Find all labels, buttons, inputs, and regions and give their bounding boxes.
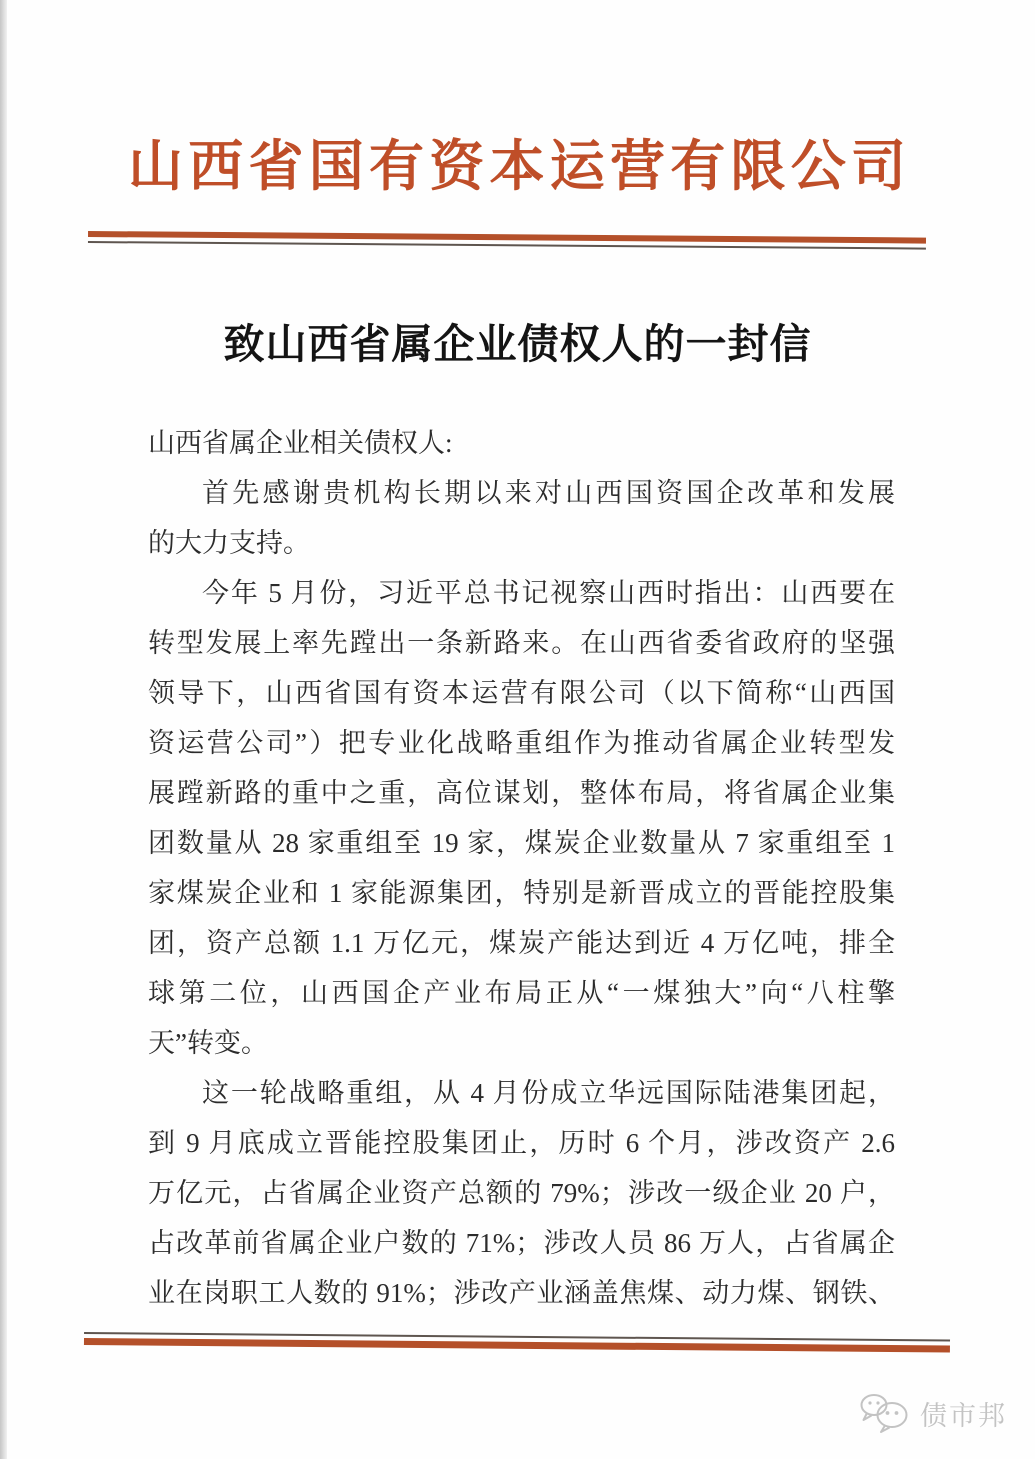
scan-left-edge — [0, 0, 7, 1459]
letter-body — [148, 418, 895, 1318]
letterhead-company-name: 山西省国有资本运营有限公司 — [128, 136, 908, 197]
body-line: 这一轮战略重组，从 4 月份成立华远国际陆港集团起， — [202, 1078, 895, 1108]
body-line: 的大力支持。 — [148, 528, 310, 558]
watermark-label: 债市邦 — [920, 1400, 1007, 1431]
body-line: 展蹚新路的重中之重，高位谋划，整体布局，将省属企业集 — [148, 778, 895, 808]
body-line: 团数量从 28 家重组至 19 家，煤炭企业数量从 7 家重组至 1 — [148, 828, 895, 858]
salutation-line: 山西省属企业相关债权人: — [148, 428, 453, 458]
body-line: 家煤炭企业和 1 家能源集团，特别是新晋成立的晋能控股集 — [148, 878, 895, 908]
body-line: 万亿元，占省属企业资产总额的 79%；涉改一级企业 20 户， — [148, 1178, 895, 1208]
body-line: 资运营公司”）把专业化战略重组作为推动省属企业转型发 — [148, 728, 895, 758]
body-line: 领导下，山西省国有资本运营有限公司（以下简称“山西国 — [148, 678, 895, 708]
body-line: 首先感谢贵机构长期以来对山西国资国企改革和发展 — [202, 478, 895, 508]
letter-title: 致山西省属企业债权人的一封信 — [223, 321, 812, 367]
body-line: 占改革前省属企业户数的 71%；涉改人员 86 万人，占省属企 — [148, 1228, 895, 1258]
body-line: 团，资产总额 1.1 万亿元，煤炭产能达到近 4 万亿吨，排全 — [148, 928, 895, 958]
body-line: 球第二位，山西国企产业布局正从“一煤独大”向“八柱擎 — [148, 978, 895, 1008]
header-divider — [88, 231, 926, 250]
body-line: 转型发展上率先蹚出一条新路来。在山西省委省政府的坚强 — [148, 628, 895, 658]
footer-divider — [84, 1332, 950, 1353]
body-line: 天”转变。 — [148, 1028, 268, 1058]
body-line: 到 9 月底成立晋能控股集团止，历时 6 个月，涉改资产 2.6 — [148, 1128, 895, 1158]
body-line: 今年 5 月份，习近平总书记视察山西时指出：山西要在 — [202, 578, 895, 608]
body-line: 业在岗职工人数的 91%；涉改产业涵盖焦煤、动力煤、钢铁、 — [148, 1278, 895, 1308]
wechat-icon — [858, 1392, 912, 1434]
watermark — [858, 1392, 1007, 1434]
